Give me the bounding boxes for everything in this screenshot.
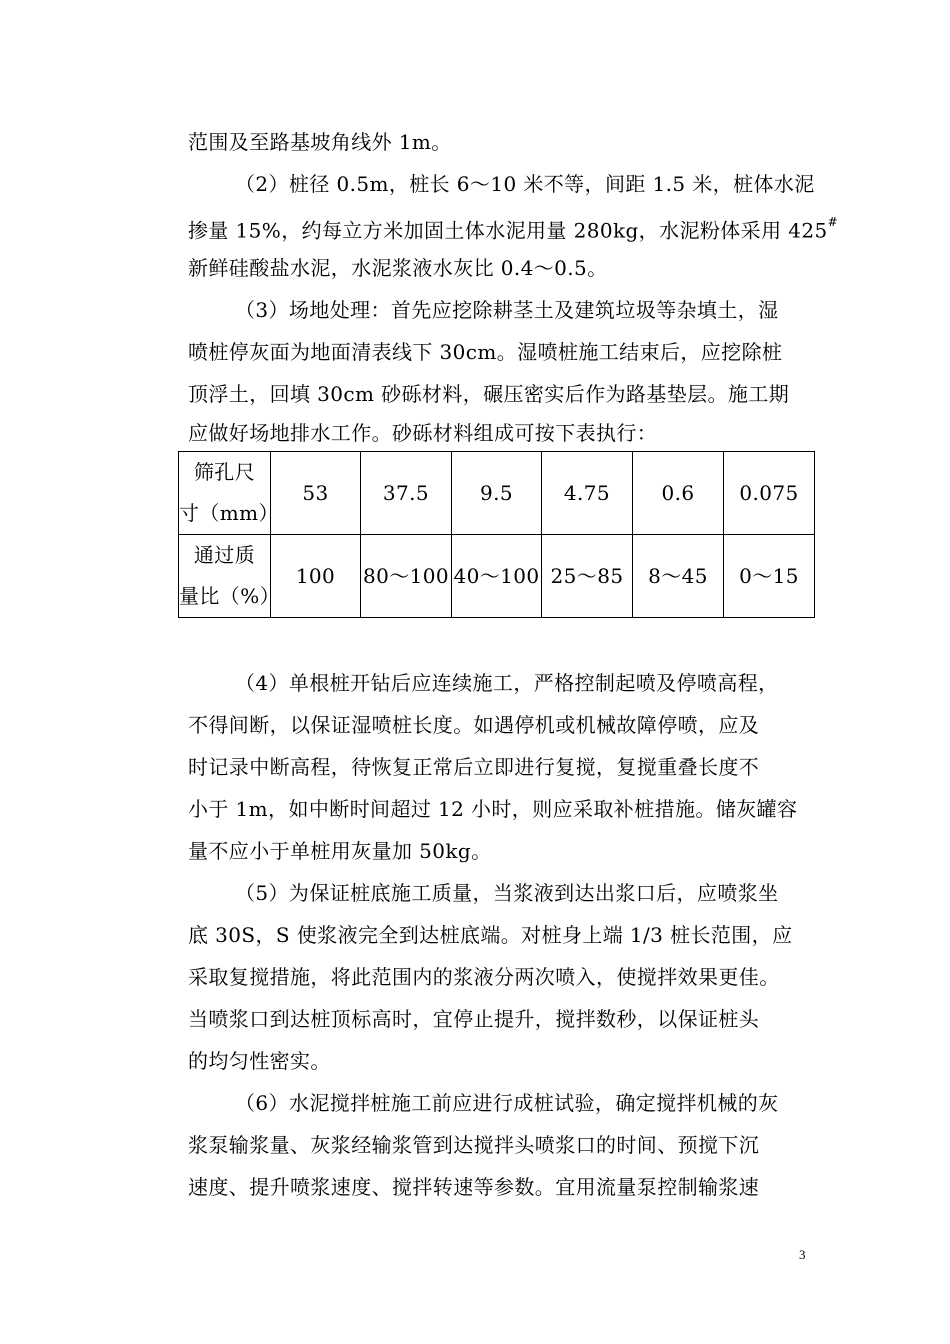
text-line: 采取复搅措施，将此范围内的浆液分两次喷入，使搅拌效果更佳。	[188, 965, 780, 989]
table-cell: 0～15	[724, 535, 815, 618]
row-header-cell	[179, 452, 279, 535]
text-line: （6）水泥搅拌桩施工前应进行成桩试验，确定搅拌机械的灰	[235, 1091, 779, 1115]
row-header-line: 通过质	[193, 543, 256, 567]
text-line: 的均匀性密实。	[188, 1049, 331, 1073]
table-row	[179, 535, 815, 618]
text-line	[188, 211, 838, 246]
text-line: 底 30S，S 使浆液完全到达桩底端。对桩身上端 1/3 桩长范围，应	[188, 923, 793, 947]
text-line: 当喷浆口到达桩顶标高时，宜停止提升，搅拌数秒，以保证桩头	[188, 1007, 760, 1031]
text-line: （3）场地处理：首先应挖除耕茎土及建筑垃圾等杂填土，湿	[235, 298, 779, 322]
text-line: 浆泵输浆量、灰浆经输浆管到达搅拌头喷浆口的时间、预搅下沉	[188, 1133, 760, 1157]
row-header-line: 筛孔尺	[193, 460, 256, 484]
table-cell: 8～45	[633, 535, 724, 618]
text-line: （5）为保证桩底施工质量，当浆液到达出浆口后，应喷浆坐	[235, 881, 779, 905]
text-line: 新鲜硅酸盐水泥，水泥浆液水灰比 0.4～0.5。	[188, 256, 608, 280]
table-cell: 37.5	[361, 452, 452, 535]
table-row	[179, 452, 815, 535]
table-cell: 25～85	[542, 535, 633, 618]
table-cell: 40～100	[452, 535, 542, 618]
text-line-content: 掺量 15%，约每立方米加固土体水泥用量 280kg，水泥粉体采用 425	[188, 218, 828, 243]
gradation-table	[178, 451, 815, 618]
table-cell: 9.5	[452, 452, 542, 535]
text-line: 量不应小于单桩用灰量加 50kg。	[188, 839, 492, 863]
table-cell: 80～100	[361, 535, 452, 618]
text-line: 顶浮土，回填 30cm 砂砾材料，碾压密实后作为路基垫层。施工期	[188, 382, 790, 406]
text-line: 范围及至路基坡角线外 1m。	[188, 130, 452, 154]
table-cell: 0.075	[724, 452, 815, 535]
text-line: （2）桩径 0.5m，桩长 6～10 米不等，间距 1.5 米，桩体水泥	[235, 172, 815, 196]
table-cell: 0.6	[633, 452, 724, 535]
row-header-line: 寸（mm）	[179, 501, 279, 525]
text-line: 时记录中断高程，待恢复正常后立即进行复搅，复搅重叠长度不	[188, 755, 760, 779]
table-cell: 53	[271, 452, 361, 535]
text-line: （4）单根桩开钻后应连续施工，严格控制起喷及停喷高程，	[235, 671, 779, 695]
table-cell: 100	[271, 535, 361, 618]
text-line: 不得间断，以保证湿喷桩长度。如遇停机或机械故障停喷，应及	[188, 713, 760, 737]
gradation-table-wrapper	[178, 451, 815, 618]
row-header-cell	[179, 535, 281, 618]
superscript-mark: #	[827, 215, 839, 229]
text-line: 小于 1m，如中断时间超过 12 小时，则应采取补桩措施。储灰罐容	[188, 797, 798, 821]
text-line: 速度、提升喷浆速度、搅拌转速等参数。宜用流量泵控制输浆速	[188, 1175, 760, 1199]
text-line: 喷桩停灰面为地面清表线下 30cm。湿喷桩施工结束后，应挖除桩	[188, 340, 783, 364]
text-line: 应做好场地排水工作。砂砾材料组成可按下表执行：	[188, 421, 658, 445]
row-header-line: 量比（%）	[179, 584, 281, 608]
table-cell: 4.75	[542, 452, 633, 535]
page-number: 3	[799, 1247, 806, 1262]
